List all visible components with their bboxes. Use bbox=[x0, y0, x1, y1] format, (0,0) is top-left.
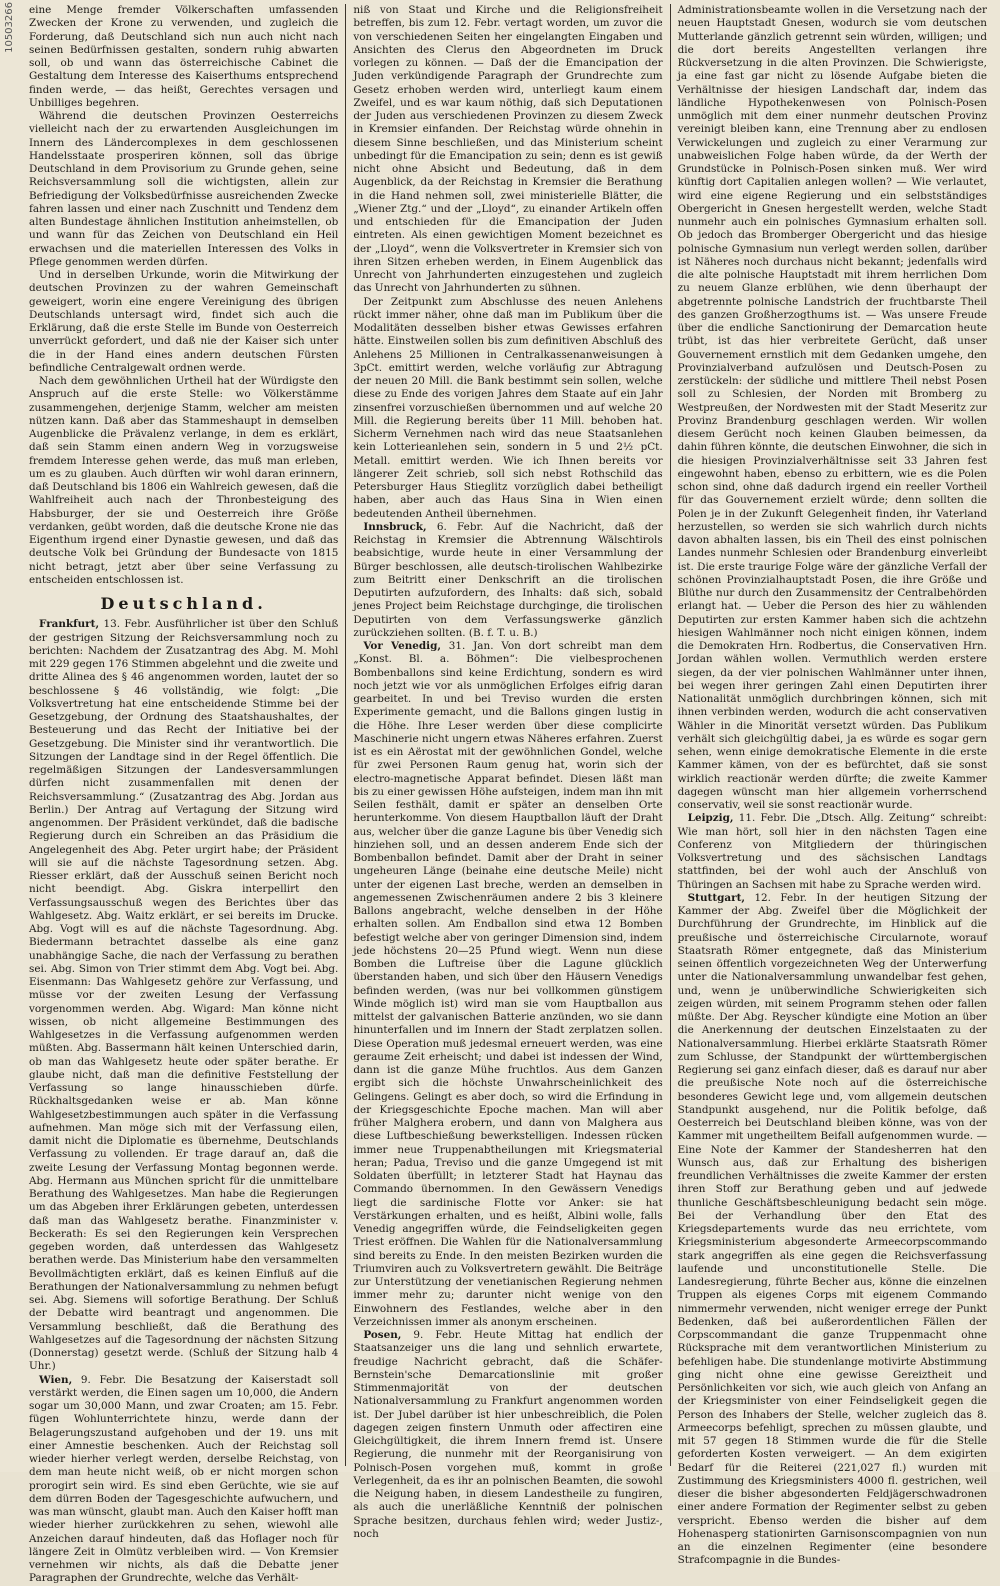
dateline-place: Vor Venedig, bbox=[363, 640, 441, 652]
dateline-place: Wien, bbox=[39, 1373, 73, 1386]
article-paragraph bbox=[29, 4, 338, 110]
news-item bbox=[353, 521, 662, 640]
news-item bbox=[353, 1329, 662, 1541]
dateline-place: Innsbruck, bbox=[363, 520, 427, 533]
paragraph-text: 13. Febr. Ausführlicher ist über den Schluß der gestrigen Sitzung der Reichsversammlung noch zu berichten: Nachdem der Zusatzantrag des Abg. M. Mohl mit 229 gegen 176 Stimmen abgelehnt und die zweite und dritte Alinea des § 46 angenommen worden, lautet der so beschlossene § 46 vollständig, wie folgt: „Die Volksvertretung hat eine entscheidende Stimme bei der Gesetzgebung, der Ordnung des Staatshaushaltes, der Besteuerung und das Recht der Initiative bei der Gesetzgebung. Die Minister sind ihr verantwortlich. Die Sitzungen der Landtage sind in der Regel öffentlich. Die regelmäßigen Sitzungen der Landesversammlungen dürfen nicht zusammenfallen mit denen der Reichsversammlung.“ (Zusatzantrag des Abg. Jordan aus Berlin.) Der Antrag auf Vertagung der Sitzung wird angenommen. Der Präsident verkündet, daß die badische Regierung durch ein Schreiben an das Präsidium die Angelegenheit des Abg. Peter urgirt habe; der Präsident will sie auf die nächste Tagesordnung setzen. Abg. Riesser erklärt, daß der Ausschuß seinen Bericht noch nicht beendigt. Abg. Giskra interpellirt den Verfassungsausschuß wegen des Berichtes über das Wahlgesetz. Abg. Waitz erklärt, er sei bereits im Drucke. Abg. Vogt will es auf die nächste Tagesordnung. Abg. Biedermann betrachtet dasselbe als eine ganz unabhängige Sache, die nach der Verfassung zu berathen sei. Abg. Simon von Trier stimmt dem Abg. Vogt bei. Abg. Eisenmann: Das Wahlgesetz gehöre zur Verfassung, und müsse vor der zweiten Lesung der Verfassung vorgenommen werden. Abg. Wigard: Man könne nicht wissen, ob nicht allgemeine Bestimmungen des Wahlgesetzes in die Verfassung aufgenommen werden müßten. Abg. Bassermann hält keinen Unterschied darin, ob man das Wahlgesetz heute oder später berathe. Er glaube nicht, daß man die definitive Feststellung der Verfassung so lange hinausschieben dürfe. Rückhaltsgedanken weise er ab. Man könne Wahlgesetzbestimmungen auch später in die Verfassung aufnehmen. Man möge sich mit der Verfassung eilen, damit nicht die Diplomatie es übernehme, Deutschlands Verfassung zu vollenden. Er trage darauf an, daß die zweite Lesung der Verfassung Montag begonnen werde. Abg. Hermann aus München spricht für die unmittelbare Berathung des Wahlgesetzes. Man habe die Regierungen um das Abgeben ihrer Erklärungen gebeten, unterdessen daß man das Wahlgesetz berathe. Finanzminister v. Beckerath: Es sei den Regierungen kein Versprechen gegeben worden, daß unterdessen das Wahlgesetz berathen werde. Das Ministerium habe den versammelten Bevollmächtigten erklärt, daß es keinen Einfluß auf die Berathungen der Nationalversammlung zu nehmen befugt sei. Abg. Siemens will sofortige Berathung. Der Schluß der Debatte wird beantragt und angenommen. Die Versammlung beschließt, daß die Berathung des Wahlgesetzes auf die Tagesordnung der nächsten Sitzung (Donnerstag) gesetzt werde. (Schluß der Sitzung halb 4 Uhr.) bbox=[29, 618, 339, 1373]
page-id: 10503266 bbox=[4, 2, 15, 53]
dateline-place: Stuttgart, bbox=[687, 891, 746, 904]
dateline-place: Leipzig, bbox=[687, 812, 734, 825]
paragraph-text: 12. Febr. In der heutigen Sitzung der Kammer der Abg. Zweifel über die Möglichkeit der Durchführung der Grundrechte, im Hinblick auf die preußische und österreichische Circularnote, worauf Staatsrath Römer entgegnete, daß das Ministerium seinen öffentlich vorgezeichneten Weg der Unterwerfung unter die Nationalversammlung unwandelbar fest gehen, und, wenn je unüberwindliche Schwierigkeiten sich zeigen würden, mit seinem Programm stehen oder fallen müßte. Der Abg. Reyscher kündigte eine Motion an über die Anerkennung der deutschen Einzelstaaten zu der Nationalversammlung. Hierbei erklärte Staatsrath Römer zum Schlusse, der Standpunkt der württembergischen Regierung sei ganz einfach dieser, daß es darauf nur aber die preußische Note noch auf die österreichische besonderes Gewicht lege und, vom allgemein deutschen Standpunkt ausgehend, nur die Politik befolge, daß Oesterreich bei Deutschland bleiben könne, was von der Kammer mit ungetheiltem Beifall aufgenommen wurde. — Eine Note der Kammer der Standesherren hat den Wunsch aus, daß zur Erhaltung des bisherigen freundlichen Verhältnisses die zweite Kammer der ersten ihren Stoff zur Berathung geben und auf jedwede thunliche Geschäftsbeschleunigung bedacht sein möge. Bei der Verhandlung über den Etat des Kriegsdepartements wurde das neu errichtete, vom Kriegsministerium abgesonderte Armeecorpscommando stark angegriffen als eine gegen die Reichsverfassung laufende und unconstitutionelle Stelle. Die Landesregierung, führte Becher aus, könne die einzelnen Truppen als eigenes Corps mit eigenem Commando nimmermehr verwenden, nicht weniger errege der Punkt Bedenken, daß bei außerordentlichen Fällen der Corpscommandant die ganze Truppenmacht ohne Rücksprache mit dem verantwortlichen Ministerium zu befehligen habe. Die stundenlange motivirte Abstimmung ging nicht ohne eine gewisse Gereiztheit und Persönlichkeiten vor sich, wie auch gleich von Anfang an der Kriegsminister von einer Feindseligkeit gegen die Person des Inhabers der Stelle, welcher zugleich das 8. Armeecorps befehligt, sprechen zu müssen glaubte, und mit 57 gegen 18 Stimmen wurde die für die Stelle geforderten Kosten verweigert. — An dem exigirten Bedarf für die Reiterei (221,027 fl.) wurden mit Zustimmung des Kriegsministers 4000 fl. gestrichen, weil dieser die bisher abgesonderten Feldjägerschwadronen einer andere Formation der Regimenter selbst zu geben verspricht. Ebenso werden die bisher auf dem Hohenasperg stationirten Garnisonscompagnien von nun an die einzelnen Regimenter (eine besondere Strafcompagnie in die Bundes- bbox=[677, 891, 987, 1567]
news-item bbox=[678, 892, 987, 1568]
news-item bbox=[353, 640, 662, 1329]
paragraph-text: 9. Febr. Die Besatzung der Kaiserstadt soll verstärkt werden, die Einen sagen um 10,000, die Andern sogar um 30,000 Mann, und zwar Croaten; am 15. Febr. fügen Wohlunterrichtete hinzu, werde dann der Belagerungszustand aufgehoben und der 19. uns mit einer Amnestie beschenken. Auch der Reichstag soll wieder hierher verlegt werden, derselbe Reichstag, von dem man heute nicht weiß, ob er nicht morgen schon prorogirt sein wird. Es sind eben Gerüchte, wie sie auf dem dürren Boden der Tagesgeschichte aufwuchern, und was man wünscht, glaubt man. Auch den Kaiser hofft man wieder hierher zurückkehren zu sehen, wiewohl alle Anzeichen darauf hindeuten, daß das Hoflager noch für längere Zeit in Olmütz verbleiben wird. — Von Kremsier vernehmen wir nichts, als daß die Debatte jener Paragraphen der Grundrechte, welche das Verhält- bbox=[29, 1373, 339, 1585]
paragraph-text: 6. Febr. Auf die Nachricht, daß der Reichstag in Kremsier die Abtrennung Wälschtirols beabsichtige, wurde heute in einer Versammlung der Bürger beschlossen, alle deutsch-tirolischen Wahlbezirke zum Beitritt einer Denkschrift an die tirolischen Deputirten aufzufordern, des Inhalts: daß sich, sobald jenes Project beim Reichstage durchginge, die tirolischen Deputirten von dem Verfassungswerke gänzlich zurückziehen sollten. (B. f. T. u. B.) bbox=[353, 520, 663, 639]
paragraph-text: Der Zeitpunkt zum Abschlusse des neuen Anlehens rückt immer näher, ohne daß man im Publikum über die Modalitäten desselben bisher etwas Gewisses erfahren hätte. Einstweilen sollen bis zum definitiven Abschluß des Anlehens 25 Millionen in Centralkassenanweisungen à 3pCt. emittirt werden, welche vorläufig zur Abtragung der neuen 20 Mill. die Bank bestimmt sein sollen, welche diese zu Ende des vorigen Jahres dem Staate auf ein Jahr zinsenfrei vorzuschießen übernommen und auf welche 20 Mill. die Regierung bereits über 11 Mill. behoben hat. Sicherm Vernehmen nach wird das neue Staatsanlehen kein Lotterieanlehen sein, sondern in 5 und 2½ pCt. Metall. emittirt werden. Wie ich Ihnen bereits vor längerer Zeit schrieb, soll sich nebst Rothschild das Petersburger Haus Stieglitz vorzüglich dabei betheiligt haben, aber auch das Haus Sina in Wien einen bedeutenden Antheil übernehmen. bbox=[353, 295, 663, 520]
news-item bbox=[29, 1374, 338, 1586]
article-paragraph bbox=[29, 110, 338, 269]
column-3 bbox=[670, 4, 994, 1567]
column-1 bbox=[22, 4, 345, 1585]
paragraph-text: Und in derselben Urkunde, worin die Mitwirkung der deutschen Provinzen zu der wahren Gemeinschaft geweigert, worin eine engere Vereinigung des übrigen Deutschlands untersagt wird, findet sich auch die Erklärung, daß die erste Stelle im Bunde von Oesterreich unverrückt gefordert, und daß nie der Kaiser sich unter die in der Hand eines andern deutschen Fürsten befindliche Centralgewalt ordnen werde. bbox=[29, 269, 339, 374]
paragraph-text: 31. Jan. Von dort schreibt man dem „Konst. Bl. a. Böhmen“: Die vielbesprochenen Bombenballons sind keine Erdichtung, sondern es wird noch jetzt wie vor als unmöglichen Erfolges eifrig daran gearbeitet. In und bei Treviso wurden die ersten Experimente gemacht, und die Ballons gingen lustig in die Höhe. Ihre Leser werden über diese complicirte Maschinerie nicht ungern etwas Näheres erfahren. Zuerst ist es ein Aërostat mit der gewöhnlichen Gondel, welche für zwei Personen Raum genug hat, worin sich der electro-magnetische Apparat befindet. Diesen läßt man bis zu einer gewissen Höhe aufsteigen, indem man ihn mit Seilen festhält, damit er später an denselben Orte herunterkomme. Von diesem Hauptballon läuft der Draht aus, welcher über die ganze Lagune bis über Venedig sich hinziehen soll, und an dessen anderem Ende sich der Bombenballon befindet. Damit aber der Draht in seiner ungeheuren Länge (beinahe eine deutsche Meile) nicht unter der eigenen Last breche, werden an demselben in angemessenen Zwischenräumen andere 2 bis 3 kleinere Ballons angebracht, welche denselben in der Höhe erhalten sollen. Am Endballon sind etwa 12 Bomben befestigt welche aber von geringer Dimension sind, indem jede höchstens 20—25 Pfund wiegt. Wenn nun diese Bomben die Luftreise über die Lagune glücklich überstanden haben, und sich über den Häusern Venedigs befinden werden, (was nur bei vollkommen günstigem Winde möglich ist) wird man sie vom Hauptballon aus mittelst der galvanischen Batterie anzünden, wo sie dann hinunterfallen und im Innern der Stadt zerplatzen sollen. Diese Operation muß jedesmal erneuert werden, was eine geraume Zeit erheischt; und dabei ist indessen der Wind, dann ist die ganze Mühe fruchtlos. Aus dem Ganzen ergibt sich die höchste Unwahrscheinlichkeit des Gelingens. Gelingt es aber doch, so wird die Erfindung in der Kriegsgeschichte Epoche machen. Man will aber früher Malghera erobern, und dann von Malghera aus diese Luftbeschießung bewerkstelligen. Indessen rücken immer neue Truppenabtheilungen mit Kriegsmaterial heran; Padua, Treviso und die ganze Umgegend ist mit Soldaten überfüllt; in letzterer Stadt hat Haynau das Commando übernommen. In den Gewässern Venedigs liegt die sardinische Flotte vor Anker: sie hat Verstärkungen erhalten, und es heißt, Albini wolle, falls Venedig angegriffen würde, die Feindseligkeiten gegen Triest eröffnen. Die Wahlen für die Nationalversammlung sind bereits zu Ende. In den meisten Bezirken wurden die Triumviren auch zu Volksvertretern gewählt. Die Beiträge zur Unterstützung der venetianischen Regierung nehmen immer mehr zu; darunter nicht wenige von den Einwohnern des Festlandes, welche aber in den Verzeichnissen immer als anonym erscheinen. bbox=[353, 640, 663, 1328]
paragraph-text: 9. Febr. Heute Mittag hat endlich der Staatsanzeiger uns die lang und sehnlich erwartete, freudige Nachricht gebracht, daß die Schäfer-Bernstein'sche Demarcationslinie mit großer Stimmenmajorität von der deutschen Nationalversammlung zu Frankfurt angenommen worden ist. Der Jubel darüber ist hier unbeschreiblich, die Polen dagegen zeigen finstern Unmuth oder affectiren eine Gleichgültigkeit, die ihrem Innern fremd ist. Unsere Regierung, die nunmehr mit der Reorganisirung von Polnisch-Posen vorgehen muß, kommt in große Verlegenheit, da es ihr an polnischen Beamten, die sowohl die Neigung haben, in diesem Landestheile zu fungiren, als auch die unerläßliche Kenntniß der polnischen Sprache besitzen, durchaus fehlen wird; weder Justiz-, noch bbox=[353, 1329, 663, 1540]
article-paragraph bbox=[353, 296, 662, 521]
article-paragraph bbox=[29, 269, 338, 375]
section-heading: Deutschland. bbox=[100, 594, 267, 613]
paragraph-text: Nach dem gewöhnlichen Urtheil hat der Würdigste den Anspruch auf die erste Stelle: wo Völkerstämme zusammengehen, derjenige Stamm, welcher am meisten nützen kann. Daß aber das Stammeshaupt in demselben Augenblicke die Prävalenz verlange, in dem es erklärt, daß sein Stamm einen andern Weg in vorzugsweise fremdem Interesse gehen werde, das muß man erleben, um es zu glauben. Auch dürften wir wohl daran erinnern, daß Deutschland bis 1806 ein Wahlreich gewesen, daß die Wahlfreiheit auch nach der Thronbesteigung des Habsburger, der sie und Oesterreich ihre Größe verdanken, geübt worden, daß die deutsche Krone nie das Eigenthum irgend einer Dynastie gewesen, und daß das deutsche Volk bei Gründung der Bundesacte von 1815 nicht betragt, jetzt aber über seine Verfassung zu entscheiden entschlossen ist. bbox=[29, 375, 339, 586]
news-item bbox=[29, 618, 338, 1373]
text-columns bbox=[22, 4, 994, 1585]
article-paragraph bbox=[29, 375, 338, 587]
column-2 bbox=[345, 4, 669, 1540]
paragraph-text: Während die deutschen Provinzen Oesterreichs vielleicht nach der zu erwartenden Ausgleichungen im Innern des Ländercomplexes in dem geschlossenen Handelsstaate prosperiren können, soll das übrige Deutschland in dem Provisorium zu Grunde gehen, seine Reichsversammlung soll die wichtigsten, allein zur Befriedigung der Volksbedürfnisse ausreichenden Zwecke fahren lassen und einer nach Zuschnitt und Tendenz dem alten Bundestage ähnlichen Institution anheimstellen, ob und wann für das Zeichen von Deutschland ein Heil erwachsen und die materiellen Interessen des Volks in Pflege genommen werden dürfen. bbox=[29, 110, 339, 268]
paragraph-text: Administrationsbeamte wollen in die Versetzung nach der neuen Hauptstadt Gnesen, wodurch sie vom deutschen Mutterlande gänzlich getrennt sein würden, willigen; und die dort bereits Angestellten verlangen ihre Rückversetzung in die alten Provinzen. Die Schwierigste, ja eine fast gar nicht zu lösende Aufgabe bieten die Verhältnisse der hiesigen Landschaft dar, indem das ländliche Hypothekenwesen von Polnisch-Posen unmöglich mit dem einer nunmehr deutschen Provinz vereinigt bleiben kann, eine Trennung aber zu endlosen Verwickelungen und zugleich zu einer Verarmung zur unabweislichen Folge haben würde, da der Werth der Grundstücke in Polnisch-Posen sinken muß. Wer wird künftig dort Capitalien anlegen wollen? — Wie verlautet, wird eine eigene Regierung und ein selbstständiges Obergericht in Gnesen hergestellt werden, welche Stadt nunmehr auch ein polnisches Gymnasium erhalten soll. Ob jedoch das Bromberger Obergericht und das hiesige polnische Gymnasium nun verlegt werden sollen, darüber ist Näheres noch durchaus nicht bekannt; jedenfalls wird die alte polnische Hauptstadt mit ihrem herrlichen Dom zu neuem Glanze erblühen, wie denn überhaupt der abgetrennte polnische Landstrich der fruchtbarste Theil des ganzen Großherzogthums ist. — Was unsere Freude über die endliche Sanctionirung der Demarcation heute trübt, ist das hier verbreitete Gerücht, daß unser Gouvernement ernstlich mit dem Gedanken umgehe, den Provinzialverband aufzulösen und Deutsch-Posen zu zerstückeln: der südliche und mittlere Theil nebst Posen soll zu Schlesien, der Norden mit Bromberg zu Westpreußen, der Nordwesten mit der Stadt Meseritz zur Provinz Brandenburg geschlagen werden. Wir wollen diesem Gerücht noch keinen Glauben beimessen, da dahin führen könnte, die deutschen Einwohner, die sich in die hiesigen Provinzialverhältnisse seit 33 Jahren fest eingewohnt haben, ebenso zu erbittern, wie es die Polen schon sind, ohne daß dadurch irgend ein reeller Vortheil für das Gouvernement erzielt würde; denn sollten die Polen je in der Zukunft Gelegenheit finden, ihr Vaterland herzustellen, so werden sie sich wahrlich durch nichts davon abhalten lassen, bis ein Theil des einst polnischen Landes nunmehr Schlesien oder Brandenburg einverleibt ist. Die erste traurige Folge wäre der gänzliche Verfall der schönen Provinzialhauptstadt Posen, die ihre Größe und Blüthe nur durch den Zusammensitz der Centralbehörden erlangt hat. — Ueber die Person des hier zu wählenden Deputirten zur ersten Kammer haben sich die achtzehn hiesigen Wahlmänner noch nicht einigen können, indem die Demokraten Hrn. Rodbertus, die Conservativen Hrn. Jordan wählen wollen. Vermuthlich werden erstere siegen, da der vier polnischen Wahlmänner unter ihnen, bei wegen ihrer geringen Zahl einen Deputirten ihrer Nationalität unmöglich durchbringen können, sich mit ihnen verbinden werden, wodurch die acht conservativen Wähler in die Minorität versetzt würden. Das Publikum verhält sich gleichgültig dabei, ja es würde es sogar gern sehen, wenn einige demokratische Elemente in die erste Kammer kämen, von der es befürchtet, daß sie sonst wirklich reactionär werden dürfte; die zweite Kammer dagegen wünscht man hier allgemein vorherrschend conservativ, weil sie sonst reactionär wurde. bbox=[677, 4, 987, 811]
article-paragraph bbox=[353, 4, 662, 296]
dateline-place: Posen, bbox=[363, 1329, 402, 1341]
paragraph-text: eine Menge fremder Völkerschaften umfassenden Zwecken der Krone zu verwenden, und zugleich die Forderung, daß Deutschland sich nun auch nicht nach seinen Bedürfnissen gestalten, sondern ruhig abwarten soll, ob und wann das österreichische Cabinet die Gestaltung dem Interesse des Kaiserthums entsprechend finden werde, — das heißt, Gerechtes versagen und Unbilliges begehren. bbox=[29, 4, 339, 109]
article-paragraph bbox=[678, 4, 987, 812]
paragraph-text: niß von Staat und Kirche und die Religionsfreiheit betreffen, bis zum 12. Febr. vertagt worden, um zuvor die von verschiedenen Seiten her eingelangten Eingaben und Ansichten des Clerus den Abgeordneten im Druck vorlegen zu können. — Daß der die Emancipation der Juden verkündigende Paragraph der Grundrechte zum Gesetz erhoben werden wird, unterliegt kaum einem Zweifel, und es war kaum nöthig, daß sich Deputationen der Juden aus verschiedenen Provinzen zu diesem Zweck in Kremsier einfanden. Der Reichstag würde ohnehin in diesem Sinne beschließen, und das Ministerium scheint unbedingt für die Emancipation zu sein; denn es ist gewiß nicht ohne Absicht und Bedeutung, daß in dem Augenblick, da der Reichstag in Kremsier die Berathung in die Hand nehmen soll, zwei ministerielle Blätter, die „Wiener Ztg.“ und der „Lloyd“, zu einander Artikeln offen und entschieden für die Emancipation der Juden eintreten. Als einen gewichtigen Moment bezeichnet es der „Lloyd“, wenn die Volksvertreter in Kremsier sich von ihren Sitzen erheben werden, in Einem Augenblick das Unrecht von Jahrhunderten einzugestehen und zugleich das Unrecht von Jahrhunderten zu sühnen. bbox=[353, 4, 663, 295]
dateline-place: Frankfurt, bbox=[39, 618, 100, 631]
news-item bbox=[678, 812, 987, 892]
paragraph-text: 11. Febr. Die „Dtsch. Allg. Zeitung“ schreibt: Wie man hört, soll hier in den nächsten Tagen eine Conferenz von Mitgliedern der thüringischen Volksvertretung und des sächsischen Landtags stattfinden, bei der wohl auch der Anschluß von Thüringen an Sachsen mit habe zu Sprache werden wird. bbox=[677, 812, 987, 891]
